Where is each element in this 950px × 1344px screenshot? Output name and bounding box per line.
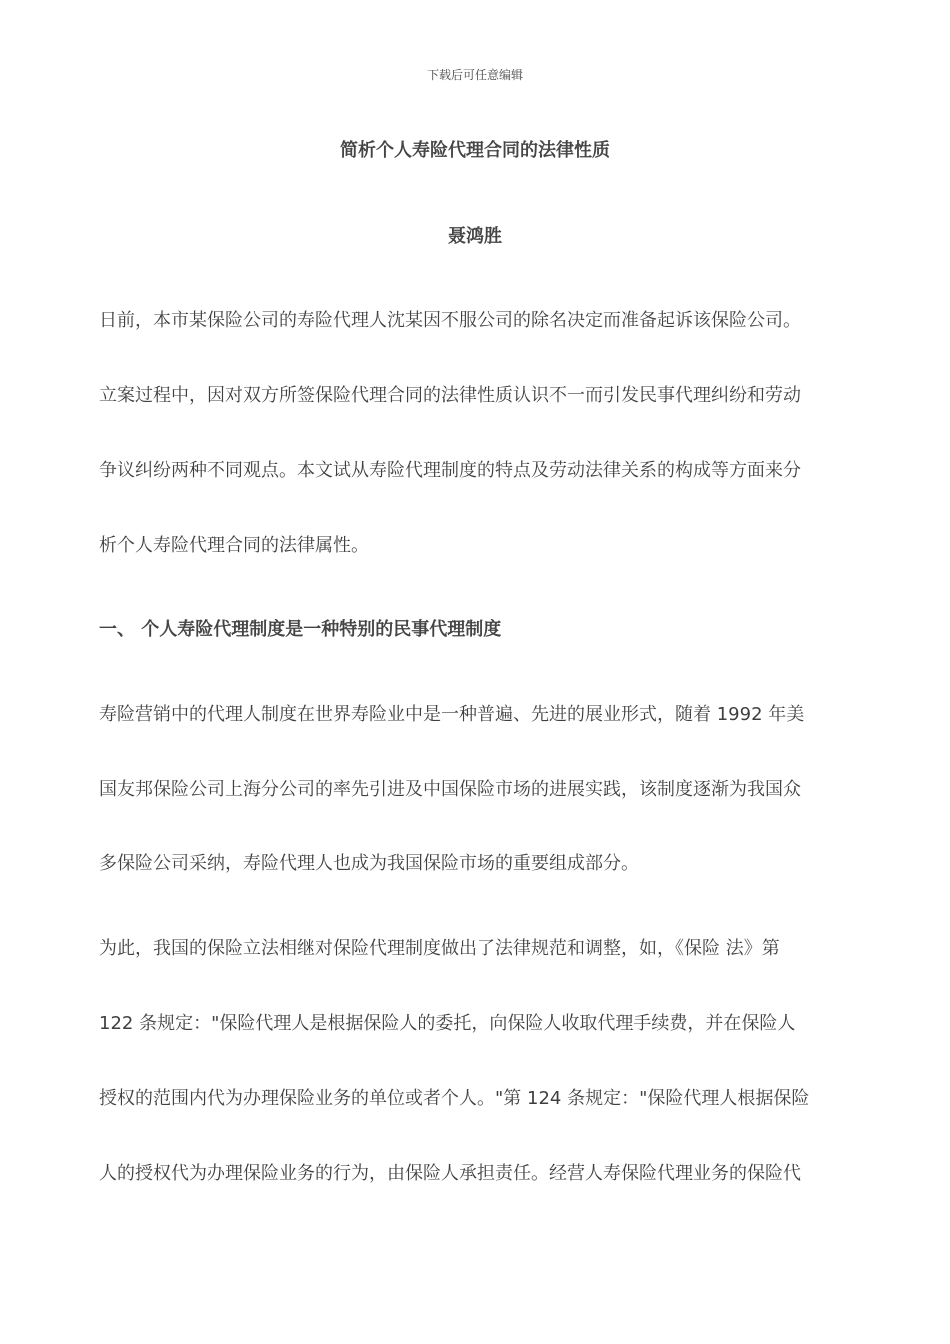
document-title: 简析个人寿险代理合同的法律性质 bbox=[340, 140, 610, 161]
paragraph-line: 寿险营销中的代理人制度在世界寿险业中是一种普遍、先进的展业形式，随着 1992 年美 bbox=[99, 704, 805, 725]
paragraph-line: 多保险公司采纳，寿险代理人也成为我国保险市场的重要组成部分。 bbox=[99, 853, 639, 874]
paragraph-line: 122 条规定："保险代理人是根据保险人的委托，向保险人收取代理手续费，并在保险人 bbox=[99, 1013, 796, 1034]
author-name: 聂鸿胜 bbox=[448, 226, 502, 247]
paragraph-line: 人的授权代为办理保险业务的行为，由保险人承担责任。经营人寿保险代理业务的保险代 bbox=[99, 1163, 801, 1184]
paragraph-line: 立案过程中，因对双方所签保险代理合同的法律性质认识不一而引发民事代理纠纷和劳动 bbox=[99, 385, 801, 406]
section-heading: 一、 个人寿险代理制度是一种特别的民事代理制度 bbox=[99, 619, 502, 640]
paragraph-line: 国友邦保险公司上海分公司的率先引进及中国保险市场的进展实践，该制度逐渐为我国众 bbox=[99, 779, 801, 800]
paragraph-line: 争议纠纷两种不同观点。本文试从寿险代理制度的特点及劳动法律关系的构成等方面来分 bbox=[99, 460, 801, 481]
paragraph-line: 为此，我国的保险立法相继对保险代理制度做出了法律规范和调整，如，《保险 法》第 bbox=[99, 938, 780, 959]
paragraph-line: 析个人寿险代理合同的法律属性。 bbox=[99, 535, 369, 556]
header-note: 下载后可任意编辑 bbox=[426, 68, 523, 82]
paragraph-line: 授权的范围内代为办理保险业务的单位或者个人。"第 124 条规定："保险代理人根据保险 bbox=[99, 1088, 810, 1109]
paragraph-line: 日前，本市某保险公司的寿险代理人沈某因不服公司的除名决定而准备起诉该保险公司。 bbox=[99, 310, 801, 331]
